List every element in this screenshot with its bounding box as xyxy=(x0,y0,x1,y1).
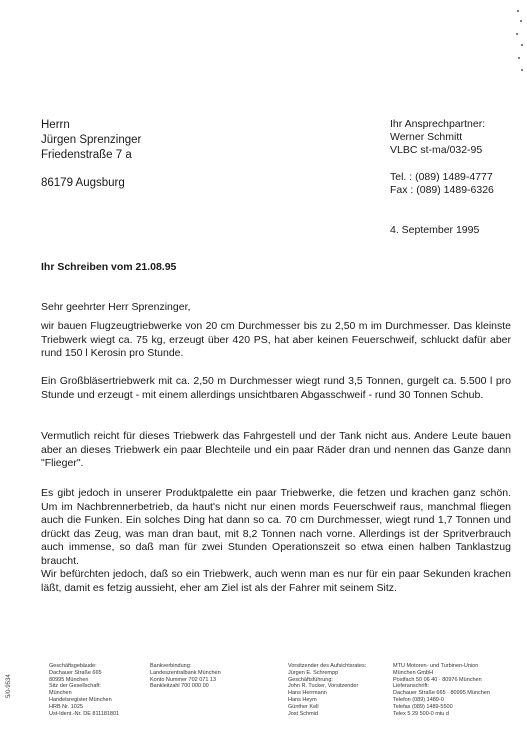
footer-line: John R. Tucker, Vorsitzender xyxy=(288,683,359,690)
recipient-line: Jürgen Sprenzinger xyxy=(41,134,142,146)
letter-salutation: Sehr geehrter Herr Sprenzinger, xyxy=(41,301,191,313)
contact-label: Ihr Ansprechpartner: xyxy=(390,118,486,130)
footer-line: Telefax (089) 1489-5500 xyxy=(393,703,453,710)
footer-line: München xyxy=(49,690,72,697)
footer-bank-info xyxy=(150,663,221,690)
footer-line: MTU Motoren- und Turbinen-Union xyxy=(393,663,479,669)
contact-phone-block xyxy=(390,171,494,197)
footer-line: Dachauer Straße 665 · 80995 München xyxy=(393,690,490,697)
footer-line: Ust-Ident.-Nr. DE 811181801 xyxy=(49,710,120,717)
body-paragraph: Es gibt jedoch in unserer Produktpalette ein paar Triebwerke, die fetzen und krachen ganz schön. Um im Nachbrennerbetrieb, da haut's nicht nur einen mords Feuerschweif raus, manchmal fliegen auch die Funken. Ein solches Ding hat dann so ca. 70 cm Durchmesser, wiegt rund 1,7 Tonnen und drückt das Zeug, was man dran baut, mit 8,2 Tonnen nach vorne. Allerdings ist der Spritverbrauch auch immense, so daß man für zwei Stunden Operationszeit so etwa einen halben Tanklastzug braucht. xyxy=(41,487,511,567)
recipient-address xyxy=(41,118,141,163)
contact-block xyxy=(390,118,485,157)
footer-company-info xyxy=(49,663,119,717)
footer-line: Günther Kell xyxy=(288,703,319,710)
contact-fax: Fax : (089) 1489-6326 xyxy=(390,184,494,196)
footer-line: Konto Nummer 702 071 13 xyxy=(150,676,217,683)
footer-line: Dachauer Straße 665 xyxy=(49,669,102,676)
footer-line: Lieferanschrift: xyxy=(393,683,430,690)
fax-edge-marks xyxy=(515,6,524,76)
recipient-line: Friedenstraße 7 a xyxy=(41,149,132,161)
footer-line: München GmbH xyxy=(393,669,434,676)
footer-line: Handelsregister München xyxy=(49,696,112,703)
body-paragraph: wir bauen Flugzeugtriebwerke von 20 cm Durchmesser bis zu 2,50 m im Durchmesser. Das kleinste Triebwerk wiegt ca. 75 kg, erzeugt über 420 PS, hat aber keinen Feuerschweif, schluckt dafür aber rund 150 l Kerosin pro Stunde. xyxy=(41,320,511,359)
footer-line: Landeszentralbank München xyxy=(150,669,221,676)
body-paragraph: Ein Großbläsertriebwerk mit ca. 2,50 m Durchmesser wiegt rund 3,5 Tonnen, gurgelt ca. 5.500 l pro Stunde und erzeugt - mit einem allerdings unsichtbaren Abgasschweif - rund 30 Tonnen Schub. xyxy=(41,375,511,401)
footer-line: Geschäftsgebäude: xyxy=(49,663,97,669)
footer-line: Geschäftsführung: xyxy=(288,676,333,683)
letter-subject: Ihr Schreiben vom 21.08.95 xyxy=(41,261,177,273)
footer-line: 80995 München xyxy=(49,676,89,683)
contact-reference: VLBC st-ma/032-95 xyxy=(390,144,483,156)
footer-line: Jürgen E. Schrempp xyxy=(288,669,339,676)
recipient-city: 86179 Augsburg xyxy=(41,177,125,189)
footer-line: Postfach 50 06 40 · 80976 München xyxy=(393,676,482,683)
footer-management-info xyxy=(288,663,366,717)
footer-line: Hans Heym xyxy=(288,696,317,703)
footer-line: Sitz der Gesellschaft: xyxy=(49,683,101,690)
footer-line: Hans Herrmann xyxy=(288,690,327,697)
recipient-line: Herrn xyxy=(41,119,70,131)
footer-line: Vorsitzender des Aufsichtsrates: xyxy=(288,663,367,669)
contact-tel: Tel. : (089) 1489-4777 xyxy=(390,171,493,183)
footer-line: Bankleitzahl 700 000 00 xyxy=(150,683,209,690)
footer-line: Jost Schmid xyxy=(288,710,318,717)
footer-line: Telex 5 29 500-0 mtu d xyxy=(393,710,449,717)
body-paragraph: Vermutlich reicht für dieses Triebwerk das Fahrgestell und der Tank nicht aus. Andere Leute bauen aber an dieses Triebwerk ein paar Blechteile und ein paar Räder dran und nennen das Ganze dann "Flieger". xyxy=(41,430,511,469)
body-paragraph: Wir befürchten jedoch, daß so ein Triebwerk, auch wenn man es nur für ein paar Sekunden krachen läßt, damit es fetzig aussieht, eher am Ziel ist als der Fahrer mit seinem Sitz. xyxy=(41,568,511,594)
letter-date: 4. September 1995 xyxy=(390,224,480,236)
footer-address-info xyxy=(393,663,490,717)
contact-name: Werner Schmitt xyxy=(390,131,463,143)
footer-line: Bankverbindung: xyxy=(150,663,192,669)
side-form-code: 5/0-9534 xyxy=(6,674,12,698)
footer-line: HRB Nr. 1025 xyxy=(49,703,83,710)
footer-line: Telefon (089) 1489-0 xyxy=(393,696,444,703)
